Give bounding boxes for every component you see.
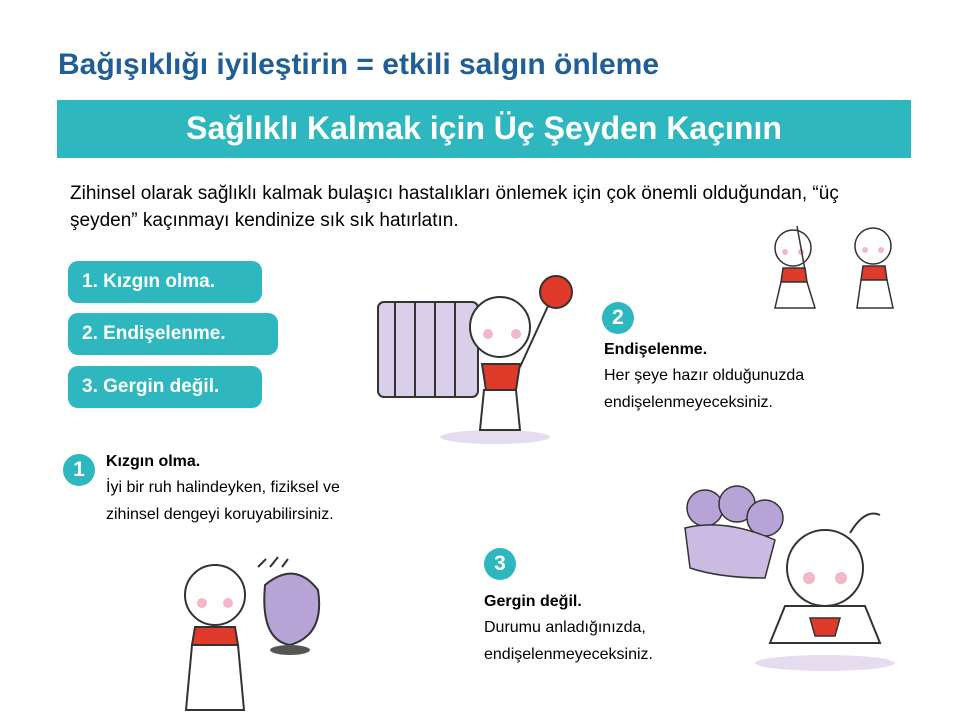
tip-3-title: Gergin değil. bbox=[484, 593, 582, 610]
banner bbox=[57, 100, 911, 158]
angry-kids-illustration bbox=[160, 545, 335, 715]
calm-kid-illustration bbox=[665, 478, 895, 673]
rule-pill-2: 2. Endişelenme. bbox=[68, 313, 278, 355]
tip-1 bbox=[106, 450, 426, 528]
tip-2-line-1: Her şeye hazır olduğunuzda bbox=[604, 367, 805, 384]
tip-1-title: Kızgın olma. bbox=[106, 453, 201, 470]
banner-title: Sağlıklı Kalmak için Üç Şeyden Kaçının bbox=[186, 110, 782, 146]
tip-3-line-1: Durumu anladığınızda, bbox=[484, 619, 646, 636]
rule-pill-1: 1. Kızgın olma. bbox=[68, 261, 262, 303]
tip-3-line-2: endişelenmeyeceksiniz. bbox=[484, 646, 653, 663]
tip-1-line-1: İyi bir ruh halindeyken, fiziksel ve bbox=[106, 479, 340, 496]
tip-2-line-2: endişelenmeyeceksiniz. bbox=[604, 394, 773, 411]
tip-number-2: 2 bbox=[602, 302, 634, 334]
worried-kid-illustration bbox=[370, 272, 585, 447]
intro-paragraph: Zihinsel olarak sağlıklı kalmak bulaşıcı hastalıkları önlemek için çok önemli olduğundan, “üç şeyden” kaçınmayı kendinize sık sık hatırlatın. bbox=[70, 183, 839, 231]
page-title: Bağışıklığı iyileştirin = etkili salgın önleme bbox=[58, 48, 660, 81]
stretching-kids-illustration bbox=[745, 218, 915, 313]
tip-1-line-2: zihinsel dengeyi koruyabilirsiniz. bbox=[106, 506, 334, 523]
tip-number-3: 3 bbox=[484, 548, 516, 580]
tip-2-title: Endişelenme. bbox=[604, 341, 708, 358]
tip-number-1: 1 bbox=[63, 454, 95, 486]
rule-pill-3: 3. Gergin değil. bbox=[68, 366, 262, 408]
tip-2 bbox=[604, 338, 904, 416]
